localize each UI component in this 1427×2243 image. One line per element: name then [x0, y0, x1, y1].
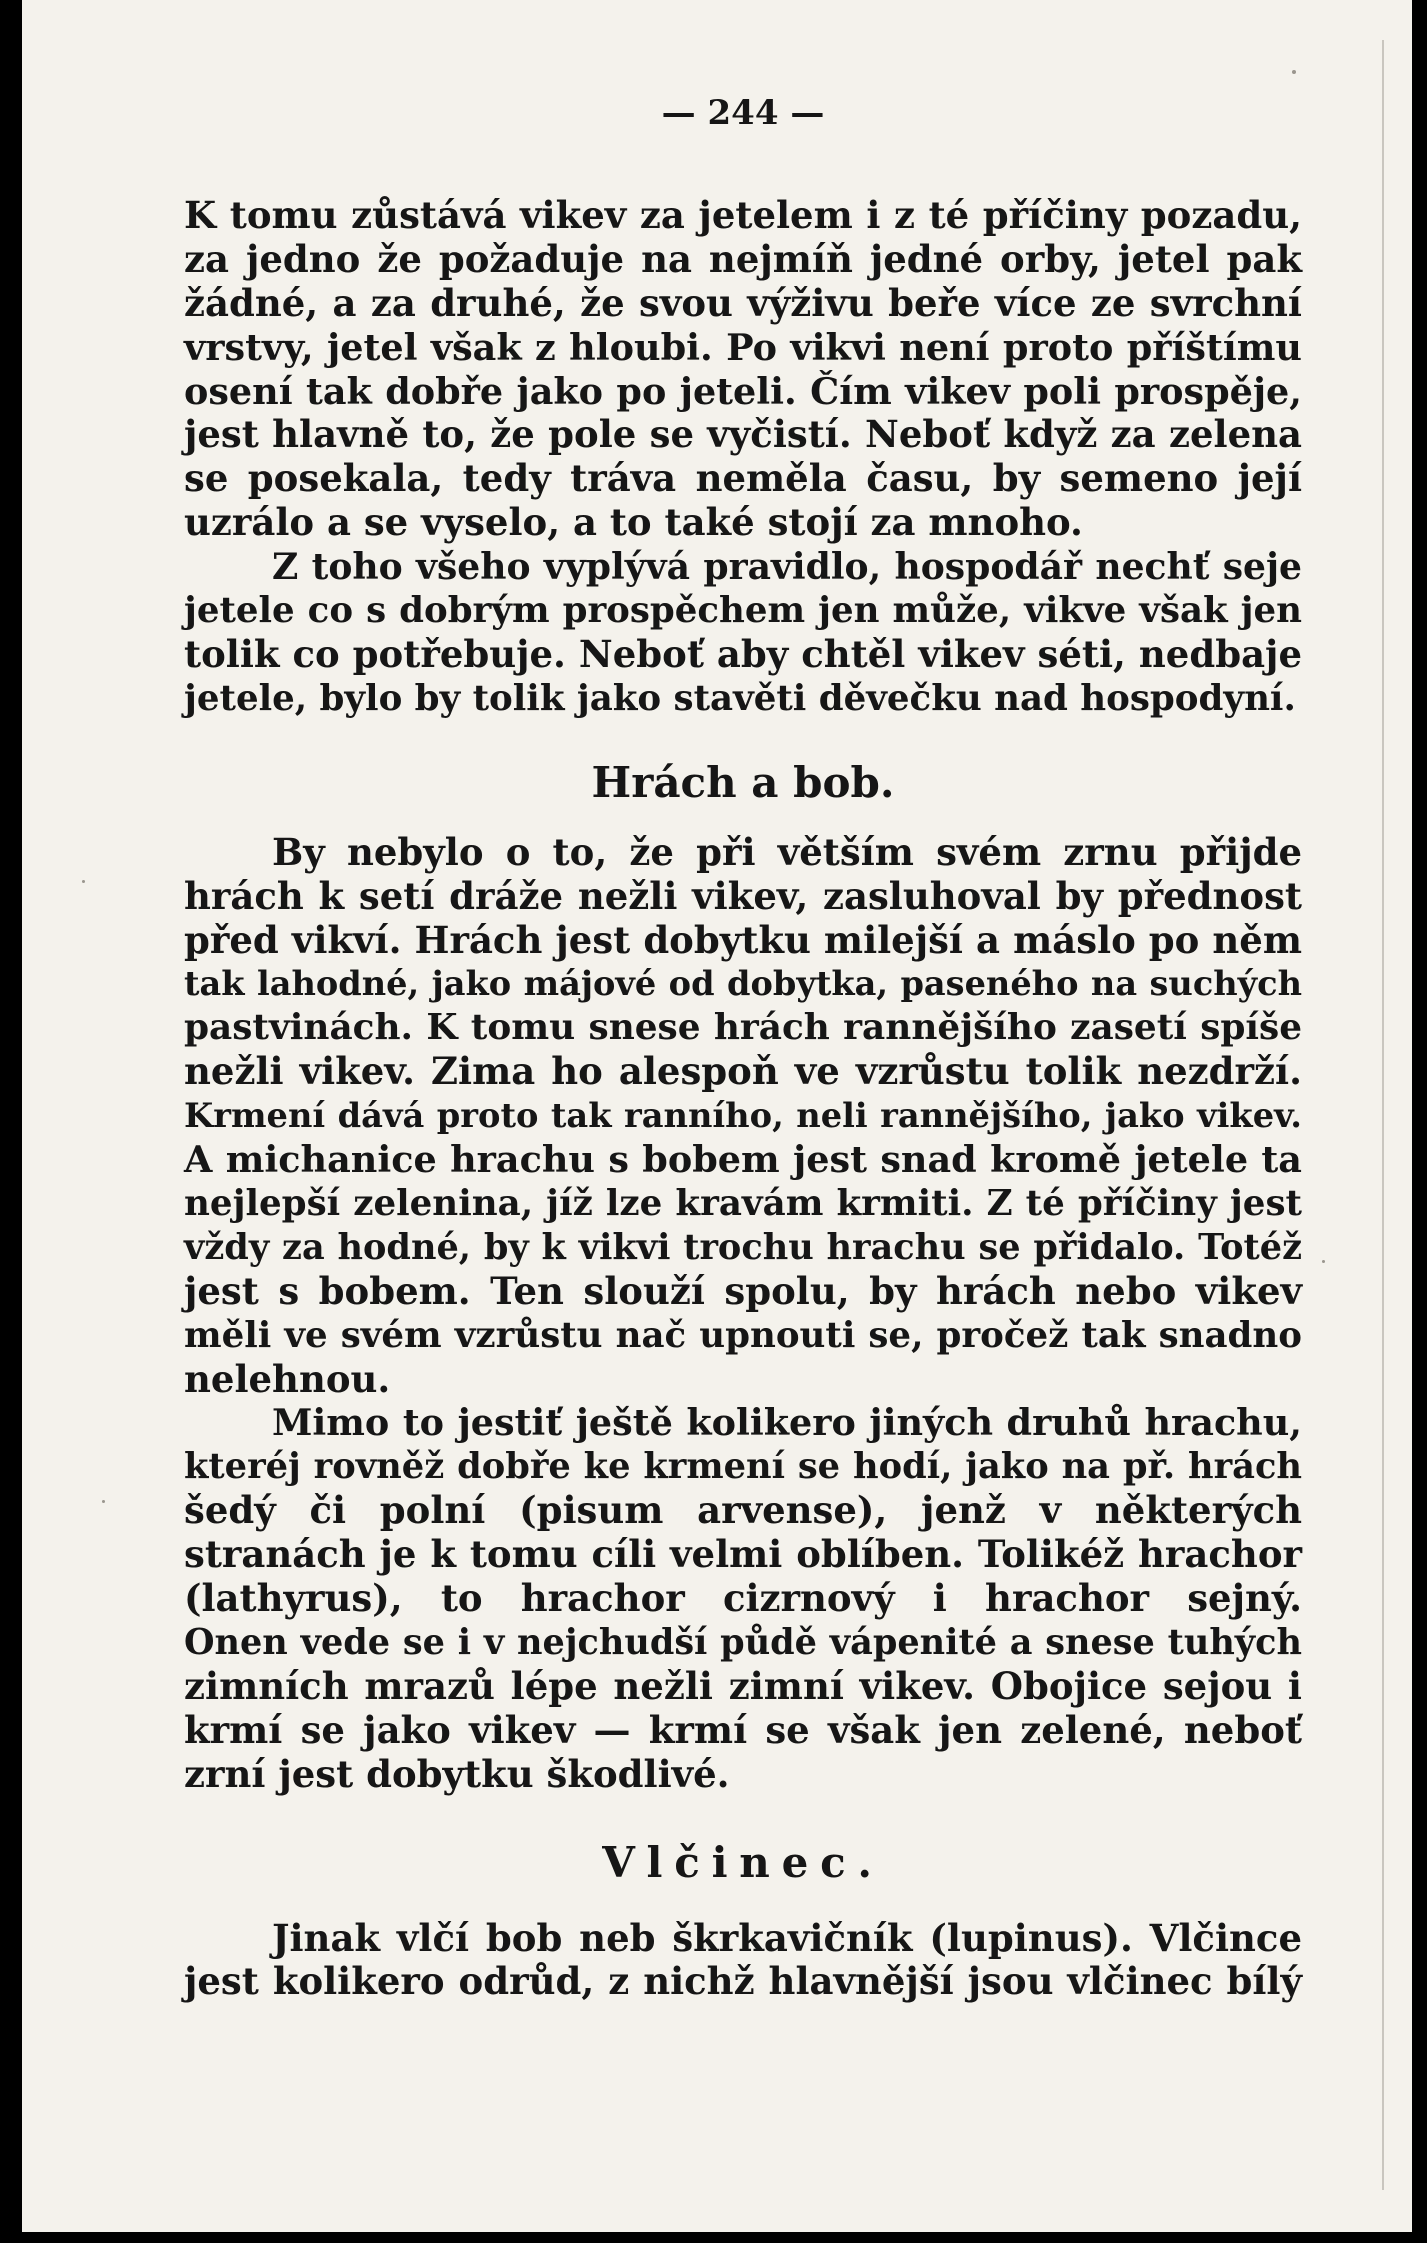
paragraph-2 [184, 545, 1302, 721]
text-line: šedý či polní (pisum arvense), jenž v některých [184, 1488, 1302, 1533]
text-line: nejlepší zelenina, jíž lze kravám krmiti. Z té příčiny jest [184, 1182, 1302, 1224]
paper-speck [82, 880, 85, 883]
text-line: Jinak vlčí bob neb škrkavičník (lupinus). Vlčince [272, 1915, 1302, 1960]
text-line: uzrálo a se vyselo, a to také stojí za mnoho. [184, 500, 1083, 545]
text-line: tolik co potřebuje. Neboť aby chtěl vikev séti, nedbaje [184, 631, 1302, 676]
text-line: krmí se jako vikev — krmí se však jen zelené, neboť [184, 1707, 1302, 1752]
paper-speck [1292, 70, 1296, 74]
text-line: By nebylo o to, že při větším svém zrnu přijde [272, 829, 1302, 874]
text-line: jest kolikero odrůd, z nichž hlavnější jsou vlčinec bílý [184, 1959, 1302, 2004]
text-line: (lathyrus), to hrachor cizrnový i hrachor sejný. [184, 1576, 1302, 1621]
paper-speck [102, 1500, 105, 1503]
paragraph-3 [184, 831, 1302, 1402]
text-line: hrách k setí dráže nežli vikev, zasluhoval by přednost [184, 873, 1302, 918]
text-line: vrstvy, jetel však z hloubi. Po vikvi není proto příštímu [184, 325, 1302, 369]
section-heading-hrach-a-bob: Hrách a bob. [591, 757, 895, 807]
text-line: nelehnou. [184, 1356, 391, 1401]
book-page [22, 0, 1412, 2232]
text-line: Onen vede se i v nejchudší půdě vápenité a snese tuhých [184, 1622, 1302, 1663]
text-line: zimních mrazů lépe nežli zimní vikev. Obojice sejou i [184, 1663, 1302, 1708]
text-line: za jedno že požaduje na nejmíň jedné orby, jetel pak [184, 236, 1302, 281]
text-line: jest hlavně to, že pole se vyčistí. Neboť když za zelena [184, 412, 1302, 457]
text-line: Krmení dává proto tak ranního, neli rannějšího, jako vikev. [184, 1095, 1302, 1136]
text-line: osení tak dobře jako po jeteli. Čím vikev poli prospěje, [184, 369, 1302, 413]
text-line: tak lahodné, jako májové od dobytka, paseného na suchých [184, 963, 1302, 1004]
paragraph-4 [184, 1401, 1302, 1796]
text-line: žádné, a za druhé, že svou výživu beře více ze svrchní [184, 280, 1302, 325]
paragraph-5 [184, 1917, 1302, 2005]
text-line: kteréj rovněž dobře ke krmení se hodí, jako na př. hrách [184, 1446, 1302, 1488]
text-line: se posekala, tedy tráva neměla času, by semeno její [184, 456, 1302, 501]
text-line: Z toho všeho vyplývá pravidlo, hospodář nechť seje [272, 545, 1302, 589]
page-edge-line [1382, 40, 1384, 2190]
text-line: pastvinách. K tomu snese hrách rannějšího zasetí spíše [184, 1006, 1302, 1049]
paragraph-1 [184, 194, 1302, 545]
section-heading-vlcinec: Vlčinec. [602, 1837, 884, 1887]
text-line: jetele, bylo by tolik jako stavěti děvečku nad hospodyní. [184, 677, 1296, 719]
text-line: vždy za hodné, by k vikvi trochu hrachu se přidalo. Totéž [184, 1226, 1302, 1268]
text-line: jetele co s dobrým prospěchem jen může, vikve však jen [184, 590, 1302, 632]
text-line: před vikví. Hrách jest dobytku milejší a máslo po něm [184, 917, 1302, 962]
text-line: jest s bobem. Ten slouží spolu, by hrách nebo vikev [184, 1268, 1302, 1313]
text-line: zrní jest dobytku škodlivé. [184, 1751, 730, 1796]
paper-speck [1322, 1260, 1325, 1263]
text-line: Mimo to jestiť ještě kolikero jiných druhů hrachu, [272, 1401, 1302, 1445]
text-line: měli ve svém vzrůstu nač upnouti se, pročež tak snadno [184, 1314, 1302, 1356]
text-line: A michanice hrachu s bobem jest snad kromě jetele ta [184, 1138, 1302, 1182]
text-line: K tomu zůstává vikev za jetelem i z té příčiny pozadu, [184, 192, 1302, 237]
page-content [184, 92, 1302, 2004]
page-number: — 244 — [661, 93, 825, 133]
text-line: nežli vikev. Zima ho alespoň ve vzrůstu tolik nezdrží. [184, 1049, 1302, 1094]
text-line: stranách je k tomu cíli velmi oblíben. Tolikéž hrachor [184, 1532, 1302, 1577]
